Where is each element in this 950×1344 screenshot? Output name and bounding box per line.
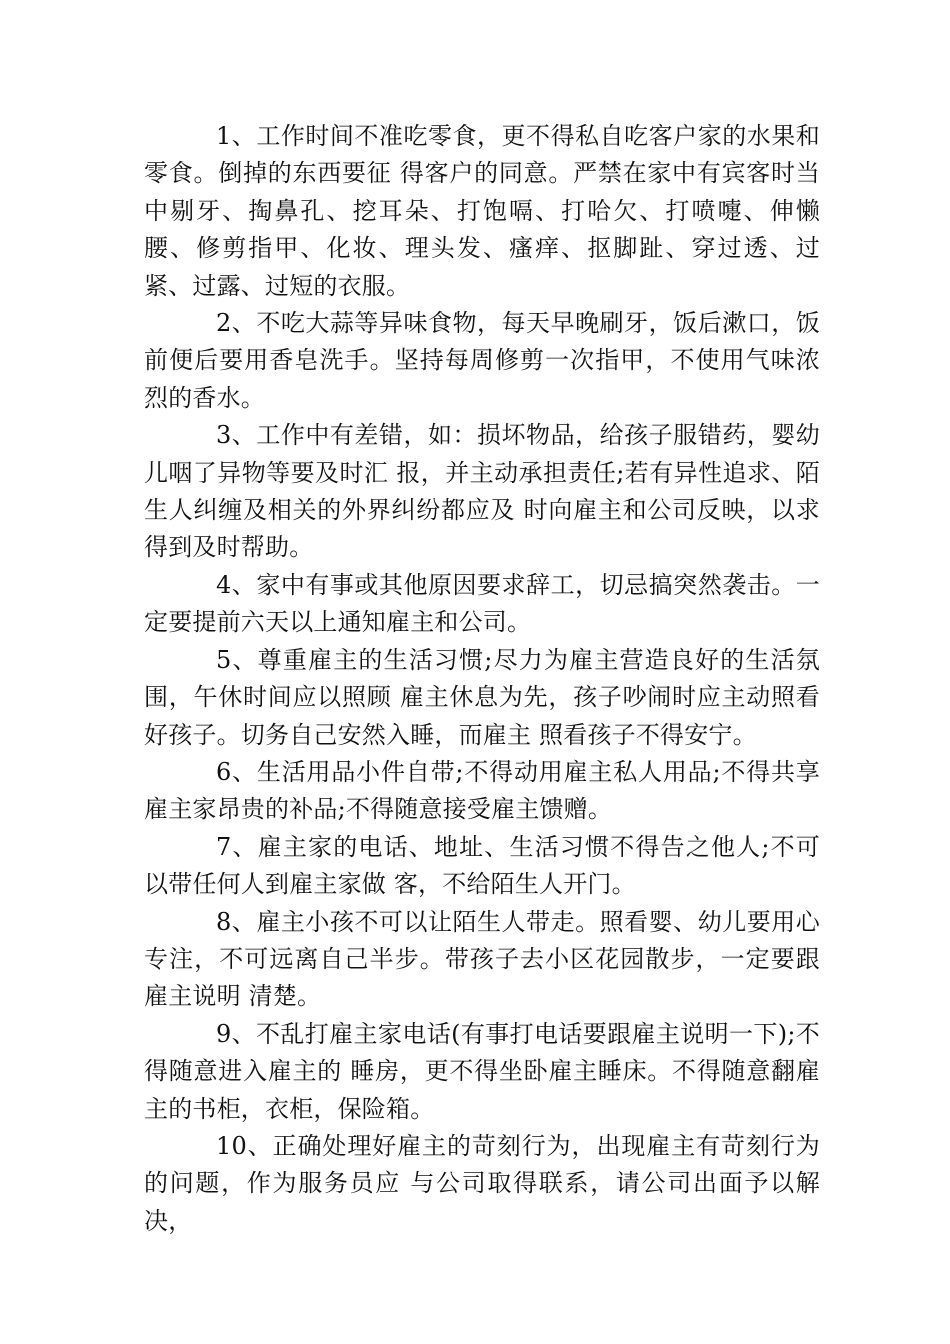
paragraph-10: 10、正确处理好雇主的苛刻行为，出现雇主有苛刻行为的问题，作为服务员应 与公司取得联系，请公司出面予以解决， (144, 1131, 820, 1235)
paragraph-8: 8、雇主小孩不可以让陌生人带走。照看婴、幼儿要用心专注，不可远离自己半步。带孩子去小区花园散步，一定要跟雇主说明 清楚。 (144, 907, 820, 1011)
paragraph-5: 5、尊重雇主的生活习惯;尽力为雇主营造良好的生活氛围，午休时间应以照顾 雇主休息为先，孩子吵闹时应主动照看好孩子。切务自己安然入睡，而雇主 照看孩子不得安宁。 (144, 645, 820, 749)
document-body (144, 118, 820, 1240)
paragraph-1: 1、工作时间不准吃零食，更不得私自吃客户家的水果和零食。倒掉的东西要征 得客户的同意。严禁在家中有宾客时当中剔牙、掏鼻孔、挖耳朵、打饱嗝、打哈欠、打喷嚏、伸懒腰、修剪指甲、化妆、理头发、瘙痒、抠脚趾、穿过透、过紧、过露、过短的衣服。 (144, 122, 820, 300)
paragraph-6: 6、生活用品小件自带;不得动用雇主私人用品;不得共享雇主家昂贵的补品;不得随意接受雇主馈赠。 (144, 757, 820, 824)
paragraph-9: 9、不乱打雇主家电话(有事打电话要跟雇主说明一下);不得随意进入雇主的 睡房，更不得坐卧雇主睡床。不得随意翻雇主的书柜，衣柜，保险箱。 (144, 1019, 820, 1123)
paragraph-3: 3、工作中有差错，如：损坏物品，给孩子服错药，婴幼儿咽了异物等要及时汇 报，并主动承担责任;若有异性追求、陌生人纠缠及相关的外界纠纷都应及 时向雇主和公司反映，以求得到及时帮助。 (144, 421, 820, 562)
paragraph-2: 2、不吃大蒜等异味食物，每天早晚刷牙，饭后漱口，饭前便后要用香皂洗手。坚持每周修剪一次指甲，不使用气味浓烈的香水。 (144, 309, 820, 412)
paragraph-4: 4、家中有事或其他原因要求辞工，切忌搞突然袭击。一定要提前六天以上通知雇主和公司。 (144, 570, 820, 637)
paragraph-7: 7、雇主家的电话、地址、生活习惯不得告之他人;不可以带任何人到雇主家做 客，不给陌生人开门。 (144, 832, 820, 899)
